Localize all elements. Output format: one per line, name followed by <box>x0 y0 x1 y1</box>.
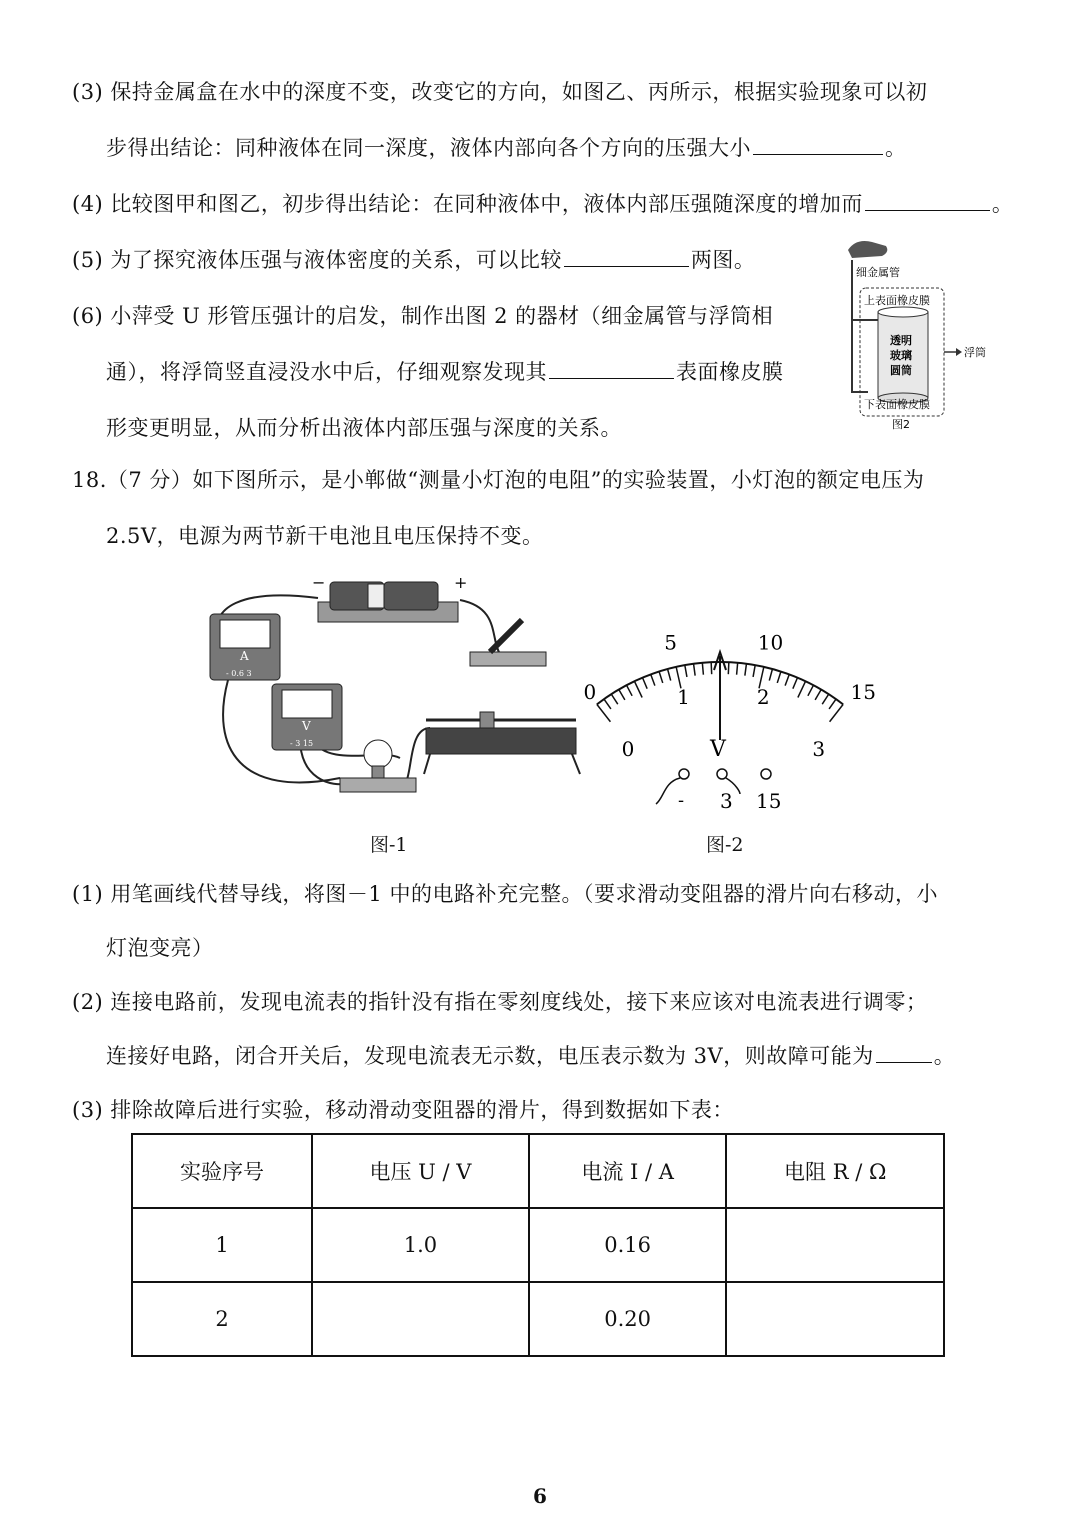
ammeter-dial <box>220 620 270 648</box>
q17-part6-line2 <box>106 356 784 386</box>
dial-tick <box>685 665 687 677</box>
dial-tick <box>711 662 712 674</box>
dial-tick <box>642 678 647 689</box>
dial-tick <box>830 704 844 721</box>
dial-tick <box>753 665 755 677</box>
table-cell: 0.20 <box>529 1282 727 1356</box>
rheostat-legs <box>424 754 580 774</box>
table-row <box>132 1282 944 1356</box>
dial-tick <box>822 694 829 704</box>
dial-tick <box>668 669 671 681</box>
cylinder-label-2: 玻璃 <box>890 349 912 362</box>
float-label: 浮筒 <box>964 346 986 359</box>
q17-part5-text-end: 两图。 <box>690 248 756 272</box>
battery-band <box>368 584 384 608</box>
dial-tick <box>694 664 696 676</box>
answer-blank[interactable] <box>549 377 674 379</box>
cylinder-label-3: 圆筒 <box>890 364 912 377</box>
table-row <box>132 1208 944 1282</box>
scale-top-label: 10 <box>757 630 784 655</box>
dial-tick <box>597 704 611 721</box>
answer-blank[interactable] <box>876 1061 932 1063</box>
q17-part3-text: 步得出结论：同种液体在同一深度，液体内部向各个方向的压强大小 <box>106 136 751 160</box>
switch-base <box>470 652 546 666</box>
table-header: 实验序号 <box>132 1134 312 1208</box>
q17-part6-text-end: 表面橡皮膜 <box>676 360 784 384</box>
dial-tick <box>604 699 611 709</box>
figure1-caption: 图-1 <box>370 834 408 856</box>
circuit-figure <box>200 568 590 818</box>
arrow-icon <box>956 348 962 356</box>
terminal-3-label: 3 <box>720 789 733 813</box>
dial-tick <box>785 674 789 685</box>
table-cell[interactable] <box>726 1208 944 1282</box>
answer-blank[interactable] <box>564 265 689 267</box>
table-cell: 0.16 <box>529 1208 727 1282</box>
rheostat <box>426 728 576 754</box>
cylinder-top <box>878 307 928 317</box>
dial-tick <box>737 663 738 675</box>
q17-part6-line3: 形变更明显，从而分析出液体内部压强与深度的关系。 <box>106 416 622 440</box>
rheostat-slider <box>480 712 494 728</box>
table-header: 电压 U / V <box>312 1134 529 1208</box>
figure2-caption: 图-2 <box>706 834 744 856</box>
table-cell: 2 <box>132 1282 312 1356</box>
dial-tick <box>798 681 806 697</box>
q17-part3-line1: (3) 保持金属盒在水中的深度不变，改变它的方向，如图乙、丙所示，根据实验现象可以初 <box>72 80 928 104</box>
q18-stem-line1: 18.（7 分）如下图所示，是小郸做“测量小灯泡的电阻”的实验装置，小灯泡的额定电压为 <box>72 468 925 492</box>
lead-wire <box>656 778 680 804</box>
table-cell[interactable] <box>726 1282 944 1356</box>
q18-stem-line2: 2.5V，电源为两节新干电池且电压保持不变。 <box>106 524 544 548</box>
battery-cell <box>384 582 438 610</box>
scale-bottom-label: 1 <box>677 685 690 710</box>
dial-tick <box>815 689 821 699</box>
terminal-3 <box>717 769 727 779</box>
table-cell[interactable] <box>312 1282 529 1356</box>
q18-part2-line2 <box>106 1040 955 1070</box>
battery-minus-label: − <box>312 573 326 592</box>
dial-tick <box>634 681 642 697</box>
voltmeter-dial-figure <box>580 612 880 822</box>
q17-part6-line1: (6) 小萍受 U 形管压强计的启发，制作出图 2 的器材（细金属管与浮筒相 <box>72 304 774 328</box>
bulb-icon <box>364 740 392 768</box>
voltmeter-letter: V <box>302 719 311 733</box>
dial-tick <box>793 678 798 689</box>
scale-top-label: 15 <box>850 679 876 704</box>
terminal-15-label: 15 <box>756 789 782 813</box>
voltmeter-terminals: - 3 15 <box>290 739 314 748</box>
dial-tick <box>777 672 781 683</box>
q17-part3-line2 <box>106 132 907 162</box>
q17-part4-text: (4) 比较图甲和图乙，初步得出结论：在同种液体中，液体内部压强随深度的增加而 <box>72 192 863 216</box>
hand-icon <box>848 241 887 258</box>
scale-bottom-label: 0 <box>621 736 635 761</box>
data-table <box>131 1133 945 1357</box>
ammeter-terminals: - 0.6 3 <box>226 669 252 678</box>
q18-part1-line1: (1) 用笔画线代替导线，将图－1 中的电路补充完整。（要求滑动变阻器的滑片向右移动，小 <box>72 882 938 906</box>
q18-part3-line: (3) 排除故障后进行实验，移动滑动变阻器的滑片，得到数据如下表： <box>72 1098 734 1122</box>
answer-blank[interactable] <box>865 209 990 211</box>
period: 。 <box>991 192 1014 216</box>
q18-part2-line1: (2) 连接电路前，发现电流表的指针没有指在零刻度线处，接下来应该对电流表进行调零； <box>72 990 928 1014</box>
q17-part5-text: (5) 为了探究液体压强与液体密度的关系，可以比较 <box>72 248 562 272</box>
period: 。 <box>933 1044 956 1068</box>
cylinder-label-1: 透明 <box>890 334 912 347</box>
terminal-15 <box>761 769 771 779</box>
dial-tick <box>651 674 655 685</box>
float-apparatus-figure <box>838 232 998 432</box>
terminal-minus <box>679 769 689 779</box>
scale-top-label: 5 <box>664 630 677 655</box>
dial-tick <box>627 685 633 696</box>
table-header-row <box>132 1134 944 1208</box>
ammeter-letter: A <box>240 649 249 663</box>
bulb-socket <box>372 766 384 778</box>
period: 。 <box>885 136 907 160</box>
table-cell: 1 <box>132 1208 312 1282</box>
table-cell: 1.0 <box>312 1208 529 1282</box>
figure-caption: 图2 <box>892 418 910 431</box>
table-header: 电阻 R / Ω <box>726 1134 944 1208</box>
table-header: 电流 I / A <box>529 1134 727 1208</box>
q17-part5-line <box>72 244 755 274</box>
dial-tick <box>769 669 772 681</box>
scale-bottom-label: 2 <box>756 685 770 710</box>
dial-tick <box>728 662 729 674</box>
scale-bottom-label: 3 <box>812 736 826 761</box>
unit-label: V <box>710 737 726 762</box>
dial-tick <box>611 694 618 704</box>
page-number: 6 <box>533 1484 547 1508</box>
q18-part1-line2: 灯泡变亮） <box>106 936 214 960</box>
dial-tick <box>745 664 747 676</box>
answer-blank[interactable] <box>753 153 883 155</box>
q17-part4-line <box>72 188 1013 218</box>
tube-label: 细金属管 <box>856 266 900 279</box>
dial-tick <box>659 672 663 683</box>
scale-top-label: 0 <box>583 679 597 704</box>
terminal-minus-label: - <box>678 790 685 811</box>
q18-part2-text: 连接好电路，闭合开关后，发现电流表无示数，电压表示数为 3V，则故障可能为 <box>106 1044 874 1068</box>
q17-part6-text: 通），将浮筒竖直浸没水中后，仔细观察发现其 <box>106 360 547 384</box>
dial-tick <box>619 689 625 699</box>
dial-tick <box>702 663 703 675</box>
top-membrane-label: 上表面橡皮膜 <box>864 294 930 307</box>
dial-tick <box>808 685 814 696</box>
bottom-membrane-label: 下表面橡皮膜 <box>864 398 930 411</box>
bulb-base <box>340 778 416 792</box>
dial-tick <box>829 699 836 709</box>
battery-plus-label: + <box>454 573 468 592</box>
voltmeter-dial <box>282 690 332 718</box>
